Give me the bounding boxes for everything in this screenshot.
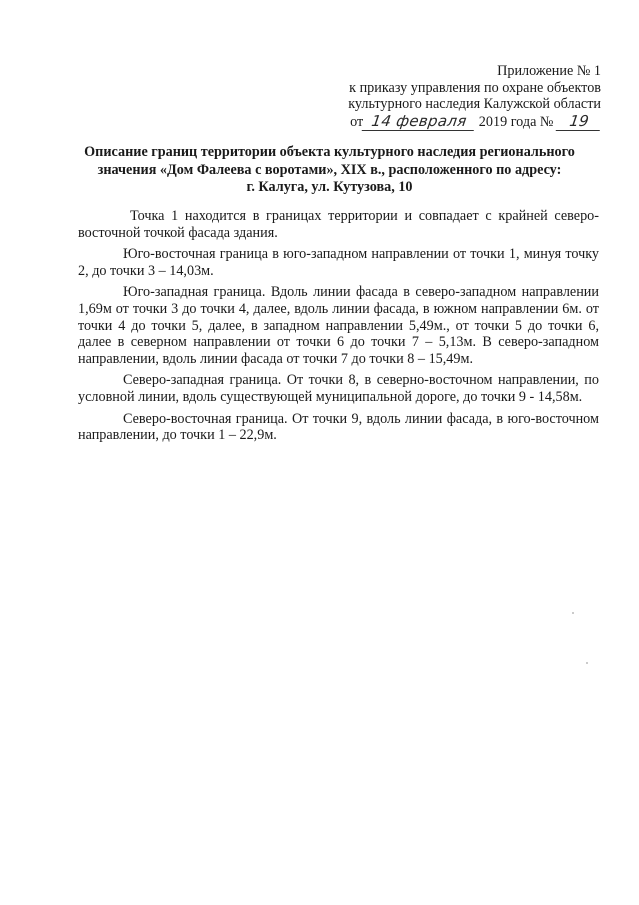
year-text: 2019 года № <box>478 113 554 130</box>
title-line-1: Описание границ территории объекта культурного наследия регионального <box>84 144 575 160</box>
title-line-3: г. Калуга, ул. Кутузова, 10 <box>246 179 413 195</box>
document-body <box>78 208 599 449</box>
paragraph-north-west-border: Северо-западная граница. От точки 8, в северно-восточном направлении, по условной линии, вдоль существующей муниципальной дороге, до точки 9 - 14,58м. <box>78 372 599 405</box>
title-line-2: значения «Дом Фалеева с воротами», XIX в., расположенного по адресу: <box>97 161 562 178</box>
handwritten-date: 14 февраля <box>362 113 476 131</box>
paragraph-south-east-border: Юго-восточная граница в юго-западном направлении от точки 1, минуя точку 2, до точки 3 – 14,03м. <box>78 246 599 279</box>
appendix-order-line: к приказу управления по охране объектов <box>349 79 601 96</box>
appendix-region-line: культурного наследия Калужской области <box>348 96 601 112</box>
appendix-date-line <box>301 113 601 131</box>
scan-speck <box>572 612 574 614</box>
appendix-title: Приложение № 1 <box>497 63 601 79</box>
document-title <box>60 144 599 197</box>
paragraph-point-1: Точка 1 находится в границах территории и совпадает с крайней северо-восточной точкой фасада здания. <box>78 208 599 241</box>
paragraph-north-east-border: Северо-восточная граница. От точки 9, вдоль линии фасада, в юго-восточном направлении, до точки 1 – 22,9м. <box>78 410 599 444</box>
appendix-header <box>301 63 601 130</box>
from-prefix: от <box>350 113 364 130</box>
paragraph-south-west-border: Юго-западная граница. Вдоль линии фасада в северо-западном направлении 1,69м от точки 3 до точки 4, далее, вдоль линии фасада, в южном направлении 6м. от точки 4 до точки 5, далее, в западном направлении 5,49м., от точки 5 до точки 6, далее в северном направлении от точки 6 до точки 7 – 5,13м. В северо-западном направлении, вдоль линии фасада от точки 7 до точки 8 – 15,49м. <box>78 284 599 367</box>
handwritten-order-number: 19 <box>556 113 602 131</box>
scan-speck <box>586 662 588 664</box>
